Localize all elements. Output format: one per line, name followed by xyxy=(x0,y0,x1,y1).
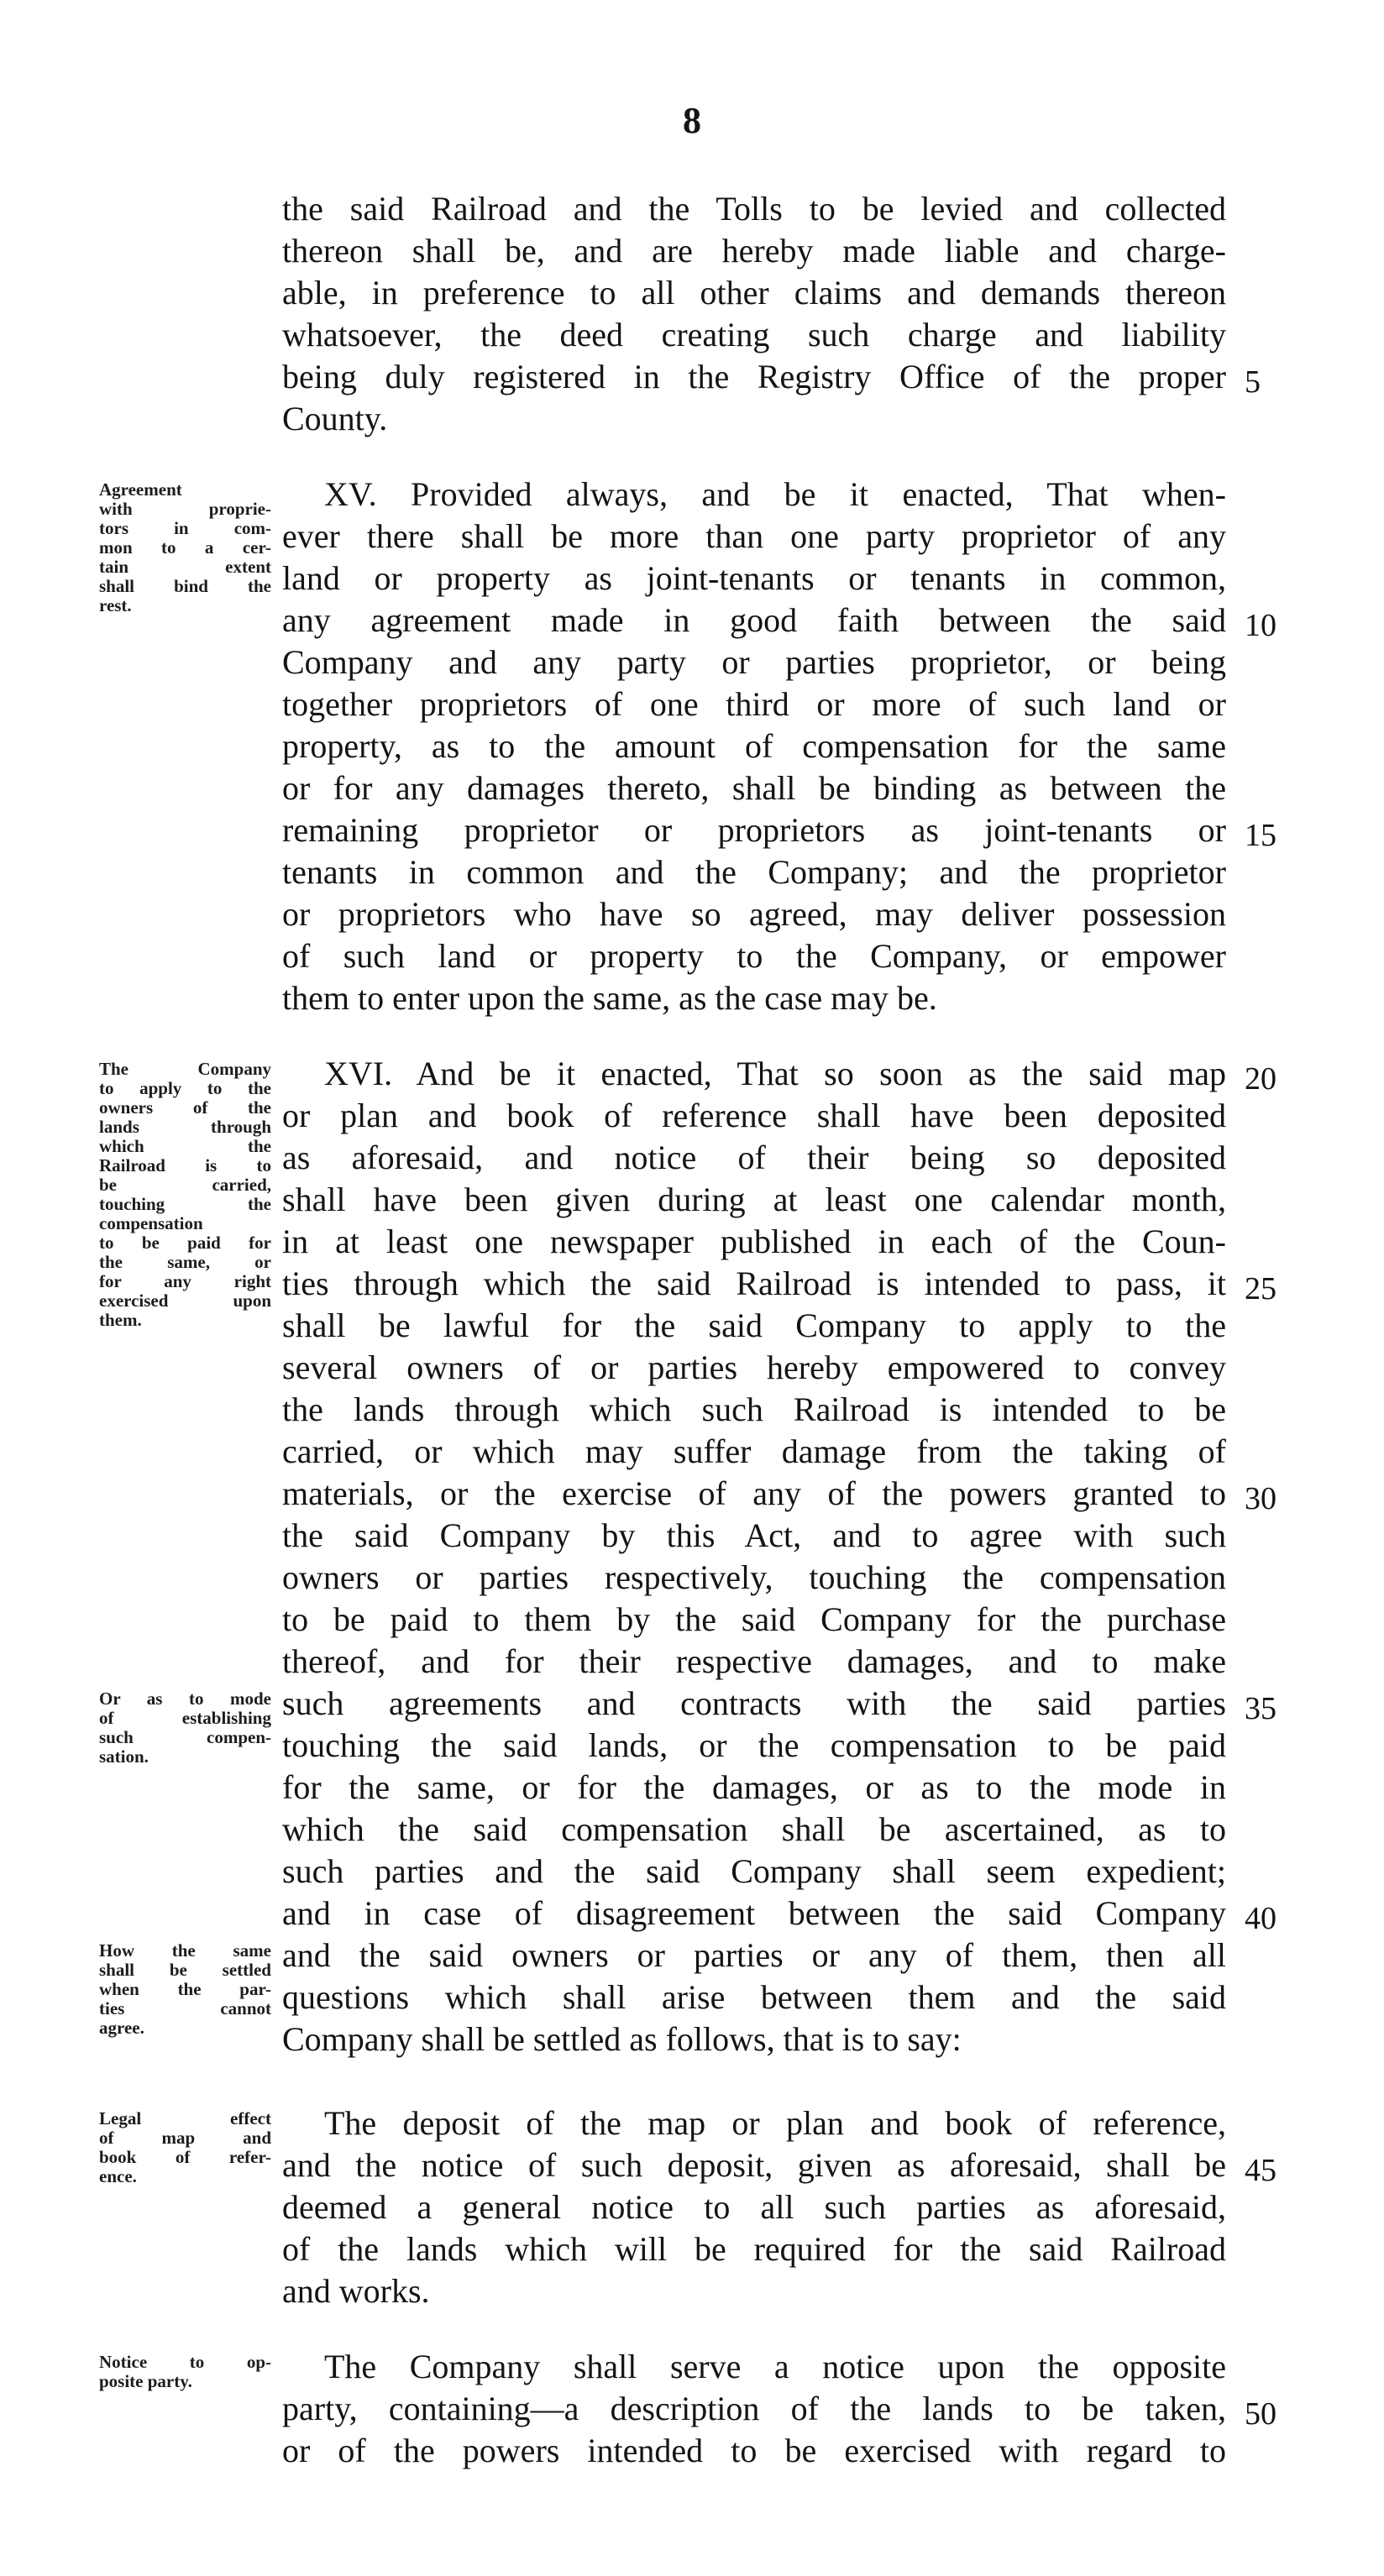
text-line: for the same, or for the damages, or as to the mode in xyxy=(282,1768,1226,1806)
text-line: them to enter upon the same, as the case may be. xyxy=(282,979,937,1017)
text-line: or of the powers intended to be exercised with regard to xyxy=(282,2432,1226,2469)
margin-note-line: lands through xyxy=(99,1117,271,1137)
text-line: XV. Provided always, and be it enacted, That when- xyxy=(324,475,1226,513)
text-line: such parties and the said Company shall seem expedient; xyxy=(282,1852,1226,1890)
text-line: such agreements and contracts with the said parties xyxy=(282,1684,1226,1722)
text-line: XVI. And be it enacted, That so soon as the said map xyxy=(324,1055,1226,1092)
text-line: several owners of or parties hereby empowered to convey xyxy=(282,1348,1226,1386)
text-line: land or property as joint-tenants or tenants in common, xyxy=(282,559,1226,597)
text-line: and works. xyxy=(282,2272,430,2310)
margin-note-line: mon to a cer- xyxy=(99,537,271,558)
text-line: the lands through which such Railroad is intended to be xyxy=(282,1390,1226,1428)
text-line: the said Railroad and the Tolls to be levied and collected xyxy=(282,190,1226,228)
margin-note-line: for any right xyxy=(99,1271,271,1291)
margin-note-line: to be paid for xyxy=(99,1233,271,1253)
margin-note xyxy=(99,1941,271,2038)
margin-note-line: ence. xyxy=(99,2166,137,2186)
text-line: which the said compensation shall be ascertained, as to xyxy=(282,1810,1226,1848)
margin-note xyxy=(99,1060,271,1330)
line-number: 30 xyxy=(1245,1481,1277,1516)
line-number: 5 xyxy=(1245,364,1261,400)
margin-note-line: of map and xyxy=(99,2128,271,2148)
text-line: ever there shall be more than one party proprietor of any xyxy=(282,517,1226,555)
text-line: shall be lawful for the said Company to apply to the xyxy=(282,1306,1226,1344)
text-line: or for any damages thereto, shall be binding as between the xyxy=(282,769,1226,807)
text-line: together proprietors of one third or more of such land or xyxy=(282,685,1226,723)
line-number: 40 xyxy=(1245,1901,1277,1936)
text-line: in at least one newspaper published in each of the Coun- xyxy=(282,1223,1226,1260)
margin-note-line: shall be settled xyxy=(99,1960,271,1980)
text-line: tenants in common and the Company; and the proprietor xyxy=(282,853,1226,891)
text-line: The deposit of the map or plan and book of reference, xyxy=(324,2104,1226,2142)
margin-note-line: Agreement xyxy=(99,479,182,500)
margin-note xyxy=(99,2109,271,2186)
text-line: of such land or property to the Company, or empower xyxy=(282,937,1226,975)
margin-note-line: when the par- xyxy=(99,1979,271,1999)
text-line: touching the said lands, or the compensation to be paid xyxy=(282,1726,1226,1764)
margin-note xyxy=(99,1689,271,1767)
margin-note-line: tors in com- xyxy=(99,518,271,538)
margin-note-line: posite party. xyxy=(99,2371,192,2391)
line-number: 25 xyxy=(1245,1271,1277,1306)
text-line: to be paid to them by the said Company for the purchase xyxy=(282,1600,1226,1638)
text-line: materials, or the exercise of any of the powers granted to xyxy=(282,1474,1226,1512)
text-line: thereon shall be, and are hereby made liable and charge- xyxy=(282,232,1226,270)
line-number: 50 xyxy=(1245,2396,1277,2432)
text-line: or proprietors who have so agreed, may deliver possession xyxy=(282,895,1226,933)
margin-note-line: Or as to mode xyxy=(99,1689,271,1709)
text-line: deemed a general notice to all such parties as aforesaid, xyxy=(282,2188,1226,2226)
text-line: and the said owners or parties or any of them, then all xyxy=(282,1936,1226,1974)
margin-note-line: owners of the xyxy=(99,1097,271,1118)
margin-note xyxy=(99,480,271,615)
text-line: Company and any party or parties proprietor, or being xyxy=(282,643,1226,681)
margin-note-line: Notice to op- xyxy=(99,2352,271,2372)
text-line: of the lands which will be required for the said Railroad xyxy=(282,2230,1226,2268)
margin-note-line: agree. xyxy=(99,2018,144,2038)
margin-note-line: shall bind the xyxy=(99,576,271,596)
margin-note-line: compensation xyxy=(99,1213,203,1233)
text-line: thereof, and for their respective damages, and to make xyxy=(282,1642,1226,1680)
margin-note-line: rest. xyxy=(99,595,132,615)
text-line: shall have been given during at least one calendar month, xyxy=(282,1181,1226,1218)
line-number: 20 xyxy=(1245,1061,1277,1097)
margin-note-line: How the same xyxy=(99,1940,271,1961)
text-line: The Company shall serve a notice upon the opposite xyxy=(324,2348,1226,2385)
text-line: carried, or which may suffer damage from the taking of xyxy=(282,1432,1226,1470)
text-line: property, as to the amount of compensation for the same xyxy=(282,727,1226,765)
text-line: able, in preference to all other claims and demands thereon xyxy=(282,274,1226,312)
text-line: and the notice of such deposit, given as aforesaid, shall be xyxy=(282,2146,1226,2184)
margin-note-line: Railroad is to xyxy=(99,1155,271,1175)
margin-note-line: tain extent xyxy=(99,557,271,577)
page-number: 8 xyxy=(683,100,701,141)
margin-note-line: The Company xyxy=(99,1059,271,1079)
text-line: Company shall be settled as follows, that is to say: xyxy=(282,2020,962,2058)
text-line: or plan and book of reference shall have been deposited xyxy=(282,1097,1226,1134)
margin-note-line: book of refer- xyxy=(99,2147,271,2167)
text-line: any agreement made in good faith between the said xyxy=(282,601,1226,639)
margin-note-line: the same, or xyxy=(99,1252,271,1272)
text-line: and in case of disagreement between the said Company xyxy=(282,1894,1226,1932)
text-line: whatsoever, the deed creating such charge and liability xyxy=(282,316,1226,353)
margin-note-line: Legal effect xyxy=(99,2108,271,2128)
line-number: 45 xyxy=(1245,2153,1277,2188)
text-line: ties through which the said Railroad is intended to pass, it xyxy=(282,1264,1226,1302)
margin-note-line: with proprie- xyxy=(99,499,271,519)
margin-note-line: exercised upon xyxy=(99,1291,271,1311)
margin-note xyxy=(99,2353,271,2391)
margin-note-line: sation. xyxy=(99,1746,149,1767)
margin-note-line: them. xyxy=(99,1310,142,1330)
margin-note-line: be carried, xyxy=(99,1175,271,1195)
text-line: remaining proprietor or proprietors as joint-tenants or xyxy=(282,811,1226,849)
text-line: as aforesaid, and notice of their being so deposited xyxy=(282,1139,1226,1176)
text-line: being duly registered in the Registry Office of the proper xyxy=(282,358,1226,395)
text-line: County. xyxy=(282,400,388,437)
text-line: the said Company by this Act, and to agree with such xyxy=(282,1516,1226,1554)
text-line: party, containing—a description of the lands to be taken, xyxy=(282,2390,1226,2427)
text-line: questions which shall arise between them and the said xyxy=(282,1978,1226,2016)
margin-note-line: touching the xyxy=(99,1194,271,1214)
margin-note-line: to apply to the xyxy=(99,1078,271,1098)
text-line: owners or parties respectively, touching the compensation xyxy=(282,1558,1226,1596)
margin-note-line: such compen- xyxy=(99,1727,271,1747)
margin-note-line: of establishing xyxy=(99,1708,271,1728)
line-number: 15 xyxy=(1245,818,1277,853)
margin-note-line: which the xyxy=(99,1136,271,1156)
margin-note-line: ties cannot xyxy=(99,1998,271,2018)
line-number: 35 xyxy=(1245,1691,1277,1726)
line-number: 10 xyxy=(1245,608,1277,643)
